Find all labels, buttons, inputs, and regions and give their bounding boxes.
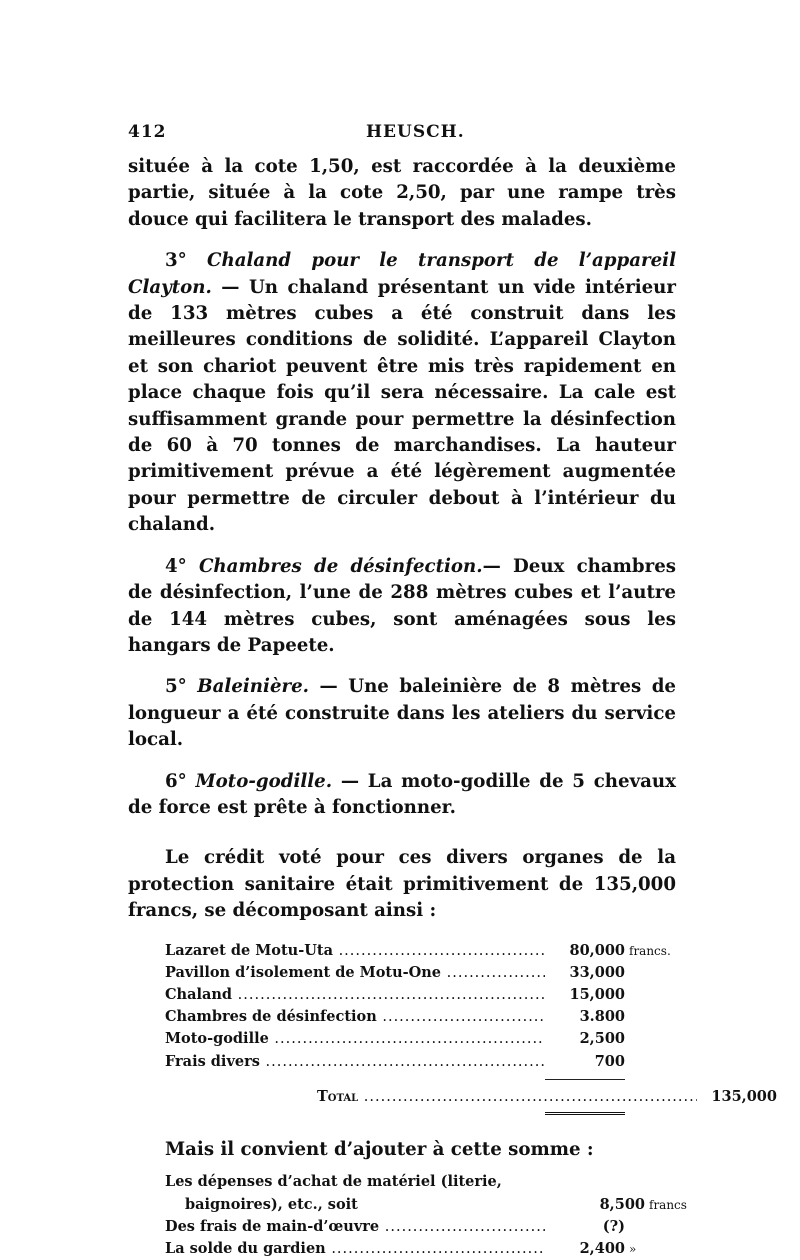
budget-row — [165, 940, 671, 962]
addition-unit: francs — [649, 1197, 687, 1212]
total-amount: 135,000 — [711, 1087, 777, 1105]
addition-unit: » — [629, 1242, 637, 1256]
item-text: — Un chaland présentant un vide intérieur de 133 mètres cubes a été construit dans les meilleures conditions de solidité. L’appareil Clayton et son chariot peuvent être mis très rapidement en place chaque fois qu’il sera nécessaire. La cale est suffisamment grande pour permettre la désinfection de 60 à 70 tonnes de marchandises. La hauteur primitivement prévue a été légèrement augmentée pour permettre de circuler debout à l’intérieur du chaland. — [128, 276, 676, 536]
addition-amount: 8,500 — [599, 1195, 645, 1213]
budget-amount: 3.800 — [579, 1008, 625, 1026]
budget-amount: 80,000 — [569, 941, 625, 959]
addition-row — [165, 1238, 642, 1260]
item-title: Baleinière. — [197, 676, 310, 698]
budget-total-row — [165, 1086, 777, 1108]
item-number: 4° — [165, 555, 187, 577]
budget-unit: francs. — [629, 943, 671, 958]
paragraph-baleiniere — [128, 674, 676, 753]
budget-table — [165, 940, 777, 1117]
page-number: 412 — [128, 122, 167, 142]
budget-row — [165, 962, 642, 984]
item-title: Moto-godille. — [195, 770, 333, 792]
item-text: — La moto-godille de 5 chevaux de force est prête à fonctionner. — [128, 770, 676, 818]
total-label: Total ..... — [165, 1086, 697, 1108]
budget-row — [165, 1051, 642, 1073]
item-text: — Deux chambres de désinfection, l’une de 288 mètres cubes et l’autre de 144 mètres cubes, sont aménagées sous les hangars de Papeete. — [128, 555, 677, 656]
addition-label: Les dépenses d’achat de matériel (literie, baignoires), etc., soit — [165, 1173, 502, 1213]
page-header — [128, 122, 676, 148]
addition-label: Des frais de main-d’œuvre ..... — [165, 1216, 545, 1238]
paragraph-credit: Le crédit voté pour ces divers organes de la protection sanitaire était primitivement de 135,000 francs, se décomposant ainsi : — [128, 847, 676, 922]
budget-amount: 15,000 — [569, 985, 625, 1003]
budget-label: Pavillon d’isolement de Motu-One ..... — [165, 962, 545, 984]
budget-amount: 700 — [594, 1052, 625, 1070]
paragraph-chaland — [128, 248, 676, 538]
paragraph-chambres — [128, 554, 676, 660]
paragraph-additions: Mais il convient d’ajouter à cette somme : — [165, 1138, 594, 1160]
item-text: — Une baleinière de 8 mètres de longueur a été construite dans les ateliers du service local. — [128, 676, 676, 751]
budget-label: Moto-godille ..... — [165, 1028, 545, 1050]
additions-table — [165, 1171, 687, 1260]
addition-amount: (?) — [602, 1217, 625, 1235]
addition-row — [165, 1171, 687, 1215]
sum-rule — [545, 1079, 625, 1080]
paragraph-continuation: située à la cote 1,50, est raccordée à la deuxième partie, située à la cote 2,50, par une rampe très douce qui facilitera le transport des malades. — [128, 156, 676, 230]
paragraph-moto-godille — [128, 769, 676, 822]
budget-label: Chambres de désinfection ..... — [165, 1006, 545, 1028]
item-number: 3° — [165, 250, 187, 272]
addition-amount: 2,400 — [579, 1240, 625, 1257]
running-title: HEUSCH. — [366, 122, 465, 142]
budget-label: Frais divers ..... — [165, 1051, 545, 1073]
budget-amount: 2,500 — [579, 1030, 625, 1048]
budget-label: Chaland ..... — [165, 984, 545, 1006]
addition-label: La solde du gardien ..... — [165, 1238, 545, 1260]
item-number: 6° — [165, 770, 187, 792]
budget-label: Lazaret de Motu-Uta ..... — [165, 940, 545, 962]
budget-row — [165, 1028, 642, 1050]
budget-amount: 33,000 — [569, 963, 625, 981]
budget-row — [165, 1006, 642, 1028]
item-title: Chaland pour le transport de l’appareil Clayton. — [128, 250, 676, 298]
item-number: 5° — [165, 676, 187, 698]
addition-row — [165, 1216, 642, 1238]
page-body — [128, 154, 777, 1260]
budget-row — [165, 984, 642, 1006]
item-title: Chambres de désinfection. — [198, 555, 483, 577]
